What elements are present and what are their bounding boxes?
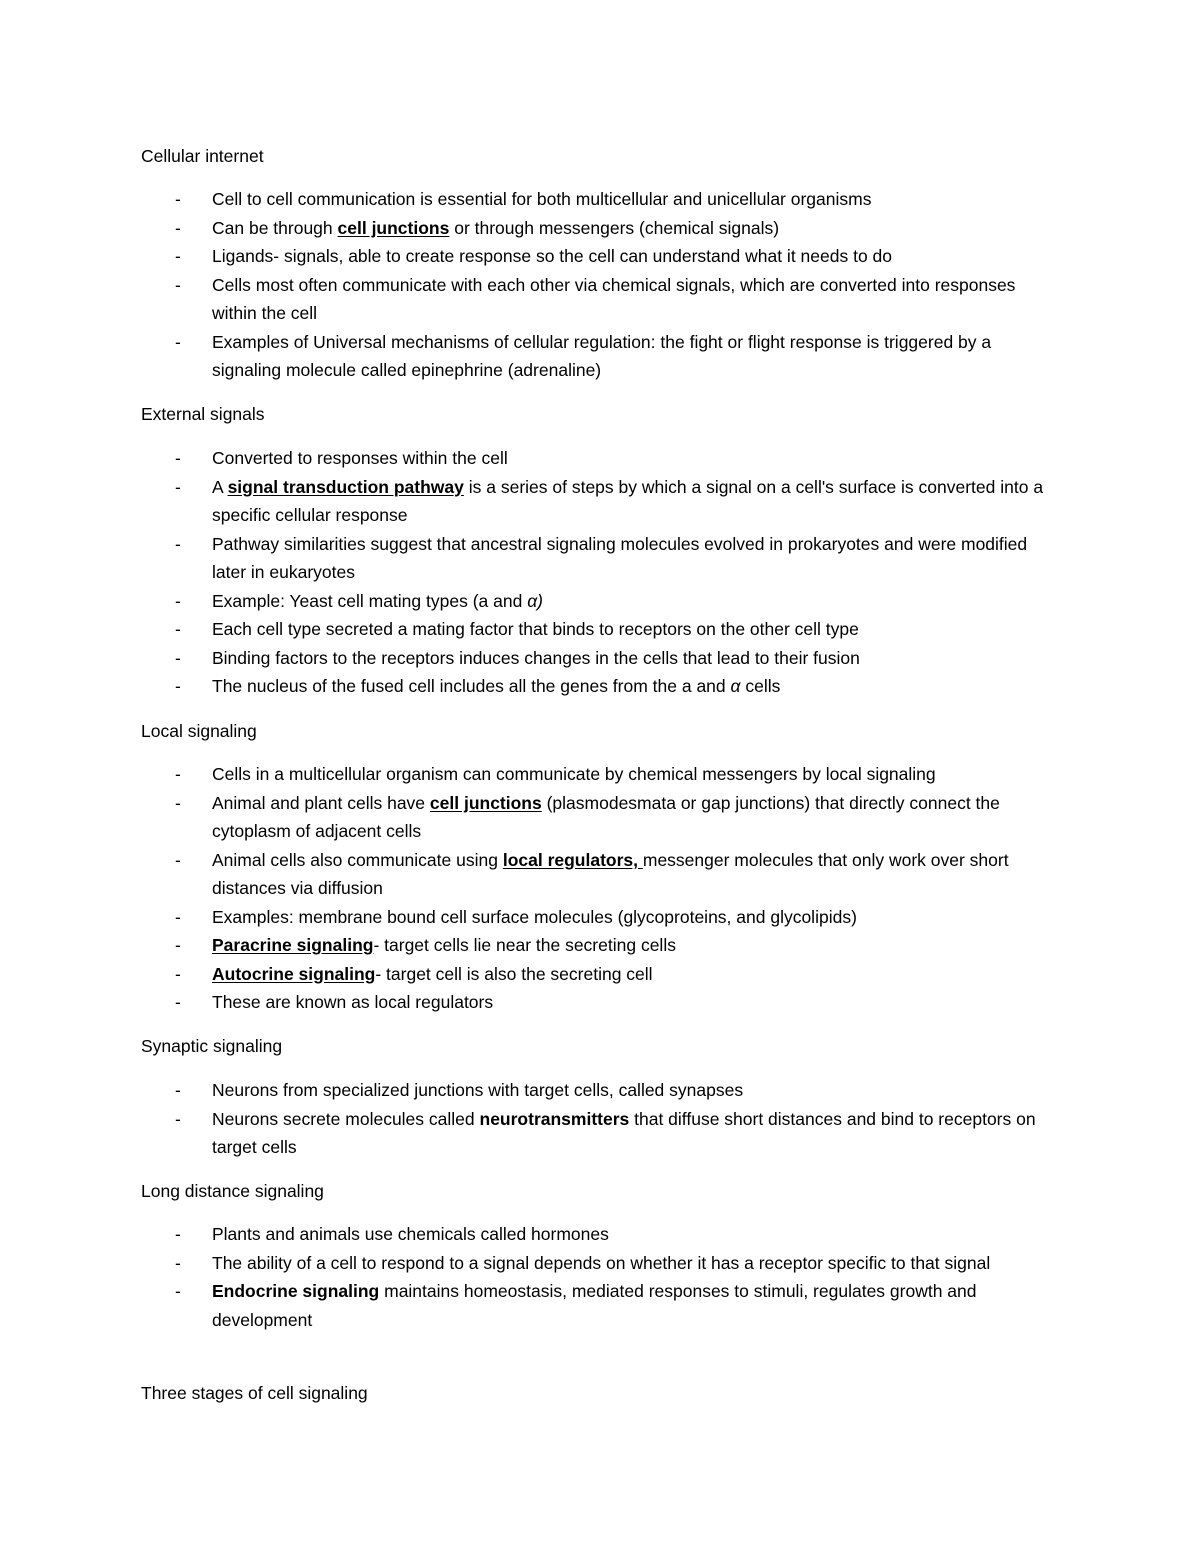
- bullet-dash: -: [175, 246, 181, 266]
- bullet-text: Cells most often communicate with each other via chemical signals, which are converted into responses within the cell: [212, 274, 1016, 323]
- bullet-text: Each cell type secreted a mating factor that binds to receptors on the other cell type: [212, 619, 859, 639]
- bullet-dash: -: [175, 764, 181, 784]
- bullet-item: [0, 988, 1062, 1017]
- bullet-item: [0, 615, 1062, 644]
- bullet-dash: -: [175, 676, 181, 696]
- bullet-item: [0, 214, 1062, 243]
- bullet-dash: -: [175, 619, 181, 639]
- bullet-item: [0, 789, 1062, 846]
- bullet-text: Pathway similarities suggest that ancestral signaling molecules evolved in prokaryotes and were modified later in eukaryotes: [212, 533, 1028, 582]
- bullet-text: maintains homeostasis, mediated responses to stimuli, regulates growth and development: [212, 1281, 977, 1330]
- bullet-dash: -: [175, 533, 181, 554]
- italic-text: α): [527, 590, 543, 611]
- bullet-text: Animal and plant cells have: [212, 792, 430, 813]
- key-term: cell junctions: [429, 792, 542, 813]
- bullet-text: Cell to cell communication is essential for both multicellular and unicellular organisms: [212, 189, 872, 209]
- key-term: local regulators,: [502, 849, 643, 870]
- bullet-dash: -: [175, 274, 181, 295]
- bullet-dash: -: [175, 992, 181, 1012]
- bullet-text: Neurons from specialized junctions with target cells, called synapses: [212, 1080, 744, 1100]
- bullet-dash: -: [175, 1281, 181, 1301]
- bold-term: Endocrine signaling: [212, 1281, 380, 1301]
- bullet-text: Animal cells also communicate using: [212, 849, 503, 870]
- bullet-text: cells: [740, 676, 781, 696]
- bullet-text: Neurons secrete molecules called: [212, 1108, 480, 1129]
- bullet-item: [0, 242, 1062, 271]
- italic-text: α: [730, 676, 741, 696]
- bullet-text: These are known as local regulators: [212, 992, 494, 1012]
- key-term: cell junctions: [337, 217, 450, 238]
- bullet-text: A: [212, 476, 228, 497]
- bullet-dash: -: [175, 935, 181, 955]
- bullet-text: is a series of steps by which a signal on a cell's surface is converted into a specific cellular response: [212, 476, 1044, 525]
- bullet-text: - target cells lie near the secreting cells: [373, 935, 676, 955]
- bullet-item: [0, 846, 1062, 903]
- bullet-item: [0, 185, 1062, 214]
- bullet-dash: -: [175, 963, 181, 984]
- bullet-dash: -: [175, 331, 181, 352]
- bullet-text: The nucleus of the fused cell includes all the genes from the a and: [212, 676, 731, 696]
- bullet-dash: -: [175, 476, 181, 497]
- bullet-list: [0, 185, 1200, 385]
- key-term-wrap: [503, 850, 643, 870]
- bullet-item: [0, 444, 1062, 473]
- bullet-text: The ability of a cell to respond to a signal depends on whether it has a receptor specific to that signal: [212, 1252, 991, 1273]
- bold-term: neurotransmitters: [479, 1108, 630, 1129]
- bullet-dash: -: [175, 1108, 181, 1129]
- section-heading: Long distance signaling: [141, 1181, 324, 1201]
- bullet-text: Can be through: [212, 217, 338, 238]
- bullet-item: [0, 1220, 1062, 1249]
- key-term: Paracrine signaling: [212, 935, 374, 955]
- section-heading: Three stages of cell signaling: [141, 1383, 368, 1403]
- bullet-text: or through messengers (chemical signals): [449, 217, 780, 238]
- bullet-dash: -: [175, 1224, 181, 1244]
- bullet-dash: -: [175, 647, 181, 668]
- key-term: Autocrine signaling: [212, 963, 376, 984]
- bullet-text: Examples of Universal mechanisms of cellular regulation: the fight or flight response is triggered by a signaling molecule called epinephrine (adrenaline): [212, 331, 992, 380]
- key-term-wrap: [212, 935, 373, 955]
- bullet-text: - target cell is also the secreting cell: [375, 963, 653, 984]
- bullet-text: messenger molecules that only work over short distances via diffusion: [212, 849, 1009, 898]
- bullet-list: [0, 444, 1200, 701]
- section-heading: Synaptic signaling: [141, 1036, 283, 1056]
- bullet-text: Examples: membrane bound cell surface molecules (glycoproteins, and glycolipids): [212, 906, 857, 927]
- bullet-dash: -: [175, 906, 181, 927]
- bullet-dash: -: [175, 1252, 181, 1273]
- key-term-wrap: [338, 218, 450, 238]
- bullet-item: [0, 328, 1062, 385]
- bullet-text: Ligands- signals, able to create response so the cell can understand what it needs to do: [212, 246, 893, 266]
- bullet-item: [0, 1277, 1062, 1334]
- bullet-item: [0, 903, 1062, 932]
- bullet-item: [0, 931, 1062, 960]
- key-term-wrap: [228, 477, 464, 497]
- bullet-item: [0, 1076, 1062, 1105]
- bullet-list: [0, 1076, 1200, 1162]
- bullet-text: Converted to responses within the cell: [212, 448, 508, 468]
- bullet-text: Binding factors to the receptors induces changes in the cells that lead to their fusion: [212, 647, 860, 668]
- bullet-text: that diffuse short distances and bind to receptors on target cells: [212, 1108, 1036, 1157]
- bullet-dash: -: [175, 792, 181, 813]
- bullet-dash: -: [175, 849, 181, 870]
- key-term-wrap: [430, 793, 542, 813]
- bullet-dash: -: [175, 189, 181, 209]
- bullet-list: [0, 1220, 1200, 1334]
- bullet-item: [0, 760, 1062, 789]
- bullet-item: [0, 271, 1062, 328]
- bullet-dash: -: [175, 448, 181, 468]
- section-heading: Local signaling: [141, 721, 257, 741]
- bullet-item: [0, 644, 1062, 673]
- key-term-wrap: [212, 964, 375, 984]
- bullet-dash: -: [175, 217, 181, 238]
- section-heading: External signals: [141, 404, 265, 424]
- key-term: signal transduction pathway: [227, 476, 464, 497]
- bullet-text: Cells in a multicellular organism can communicate by chemical messengers by local signaling: [212, 764, 936, 784]
- bullet-item: [0, 960, 1062, 989]
- bullet-item: [0, 1249, 1062, 1278]
- bullet-dash: -: [175, 590, 181, 611]
- bullet-list: [0, 760, 1200, 1017]
- bullet-dash: -: [175, 1080, 181, 1100]
- bullet-item: [0, 473, 1062, 530]
- bullet-text: Example: Yeast cell mating types (a and: [212, 590, 528, 611]
- bullet-item: [0, 1105, 1062, 1162]
- section-heading: Cellular internet: [141, 146, 264, 166]
- bullet-text: (plasmodesmata or gap junctions) that directly connect the cytoplasm of adjacent cells: [212, 792, 1000, 841]
- bullet-item: [0, 530, 1062, 587]
- bullet-item: [0, 672, 1062, 701]
- bullet-text: Plants and animals use chemicals called hormones: [212, 1224, 609, 1244]
- bullet-item: [0, 587, 1062, 616]
